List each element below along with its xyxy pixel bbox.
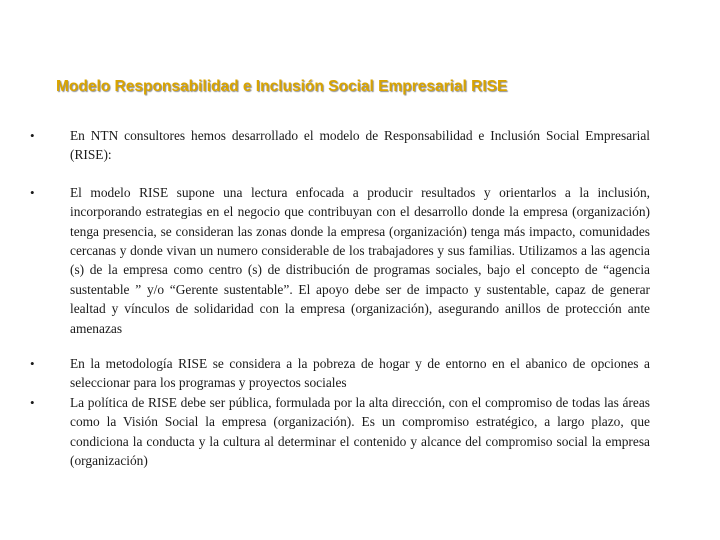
bullet-list <box>30 126 650 471</box>
bullet-text: En la metodología RISE se considera a la pobreza de hogar y de entorno en el abanico de opciones a seleccionar para los programas y proyectos sociales <box>70 356 650 391</box>
bullet-marker: • <box>30 128 35 143</box>
bullet-marker: • <box>30 184 35 200</box>
bullet-text: La política de RISE debe ser pública, formulada por la alta dirección, con el compromiso de todas las áreas como la Visión Social la empresa (organización). Es un compromiso estratégico, a largo plazo, que condiciona la conducta y la cultura al determinar el contenido y alcance del compromiso social la empresa (organización) <box>70 394 650 469</box>
bullet-text: El modelo RISE supone una lectura enfocada a producir resultados y orientarlos a la inclusión, incorporando estrategias en el negocio que contribuyan con el desarrollo donde la empresa (organización) tenga presencia, se consideran las zonas donde la empresa (organización) tenga más impacto, comunidades cercanas y donde vivan un numero considerable de los trabajadores y sus familias. Utilizamos a las agencia (s) de la empresa como centro (s) de distribución de programas sociales, bajo el concepto de “agencia sustentable ” y/o “Gerente sustentable”. El apoyo debe ser de impacto y sustentable, capaz de generar lealtad y vínculos de solidaridad con la empresa (organización), asegurando anillos de protección ante amenazas <box>70 184 650 336</box>
list-item <box>30 183 650 338</box>
list-item <box>30 393 650 471</box>
bullet-text: En NTN consultores hemos desarrollado el modelo de Responsabilidad e Inclusión Social Empresarial (RISE): <box>70 128 650 163</box>
list-item <box>30 354 650 393</box>
list-item <box>30 126 650 165</box>
slide-title: Modelo Responsabilidad e Inclusión Social Empresarial RISE <box>56 78 508 95</box>
bullet-marker: • <box>30 356 35 372</box>
bullet-marker: • <box>30 394 35 410</box>
